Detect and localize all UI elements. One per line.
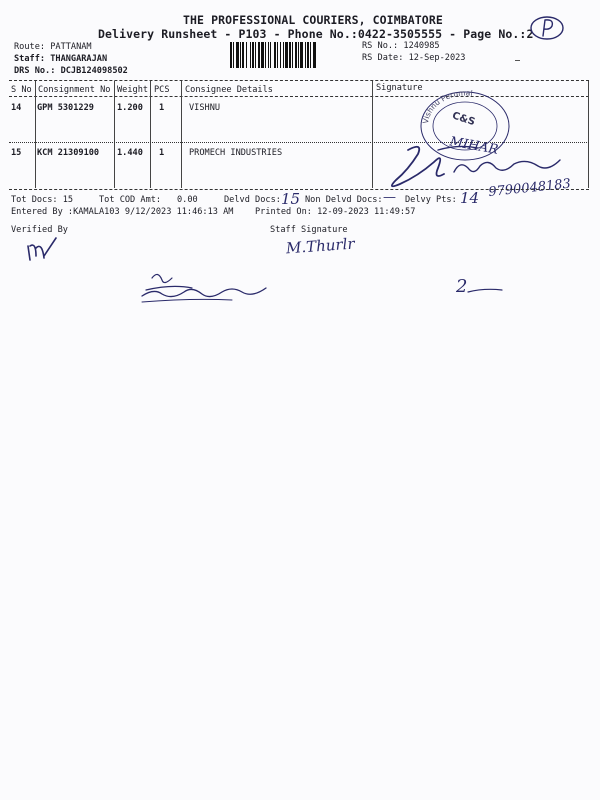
col-header-consignee: Consignee Details	[185, 85, 273, 95]
stamp-center-text: C&S	[450, 110, 477, 129]
delvd-docs-label: Delvd Docs:	[224, 195, 281, 205]
barcode	[230, 42, 356, 68]
column-divider	[35, 81, 36, 188]
drs-label: DRS No.:	[14, 66, 61, 76]
delvy-pts-label: Delvy Pts:	[405, 195, 457, 205]
cell-consignee: PROMECH INDUSTRIES	[189, 148, 283, 158]
authorized-signature	[132, 268, 282, 308]
column-divider	[372, 81, 373, 188]
staff-signature-label: Staff Signature	[270, 225, 348, 235]
col-header-consignment: Consignment No	[38, 85, 111, 95]
column-divider	[114, 81, 115, 188]
col-header-pcs: PCS	[154, 85, 170, 95]
cell-consignment: GPM 5301229	[37, 103, 94, 113]
rs-number: RS No.: 1240985	[362, 41, 440, 51]
rs-date: RS Date: 12-Sep-2023	[362, 53, 466, 63]
tot-cod-label: Tot COD Amt:	[99, 195, 162, 205]
drs-number	[14, 66, 128, 76]
staff-signature-handwritten: M.Thurlr	[285, 234, 356, 258]
col-header-sno: S No	[11, 85, 32, 95]
col-header-weight: Weight	[117, 85, 149, 95]
table-top-rule	[9, 80, 589, 81]
printed-on: Printed On: 12-09-2023 11:49:57	[255, 207, 416, 217]
column-divider	[588, 81, 589, 188]
cell-sno: 14	[11, 103, 22, 113]
corner-mark-p	[528, 14, 568, 44]
handwritten-phone: 9790048183	[487, 176, 572, 201]
cell-consignee: VISHNU	[189, 103, 221, 113]
cell-weight: 1.200	[117, 103, 143, 113]
tot-docs: Tot Docs: 15	[11, 195, 74, 205]
column-divider	[150, 81, 151, 188]
column-divider	[181, 81, 182, 188]
verifier-signature	[22, 232, 72, 272]
runsheet-title: Delivery Runsheet - P103 - Phone No.:0422-3505555 - Page No.:2	[98, 27, 534, 41]
cell-pcs: 1	[159, 148, 165, 158]
page-mark-underline	[466, 286, 506, 296]
cell-weight: 1.440	[117, 148, 143, 158]
stray-mark	[515, 60, 520, 61]
cell-pcs: 1	[159, 103, 165, 113]
stamp-handwritten: MIHAR	[448, 134, 500, 158]
col-header-signature: Signature	[376, 83, 423, 93]
delvd-docs-handwritten: 15	[281, 190, 301, 208]
delvy-pts-handwritten: 14	[460, 189, 480, 207]
cell-sno: 15	[11, 148, 22, 158]
route-label: Route: PATTANAM	[14, 42, 92, 52]
verified-by-label: Verified By	[11, 225, 68, 235]
non-delvd-label: Non Delvd Docs:	[305, 195, 383, 205]
non-delvd-handwritten: —	[383, 190, 396, 205]
cell-consignment: KCM 21309100	[37, 148, 100, 158]
stamp-ring-text: Vishnu Perumal	[420, 88, 474, 125]
tot-cod-amount: 0.00	[177, 195, 198, 205]
entered-by: Entered By :KAMALA103 9/12/2023 11:46:13 AM	[11, 207, 234, 217]
drs-value: DCJB124098502	[60, 66, 128, 76]
company-title: THE PROFESSIONAL COURIERS, COIMBATORE	[183, 13, 443, 27]
page-mark: 2	[456, 276, 468, 297]
staff-label: Staff: THANGARAJAN	[14, 54, 108, 64]
